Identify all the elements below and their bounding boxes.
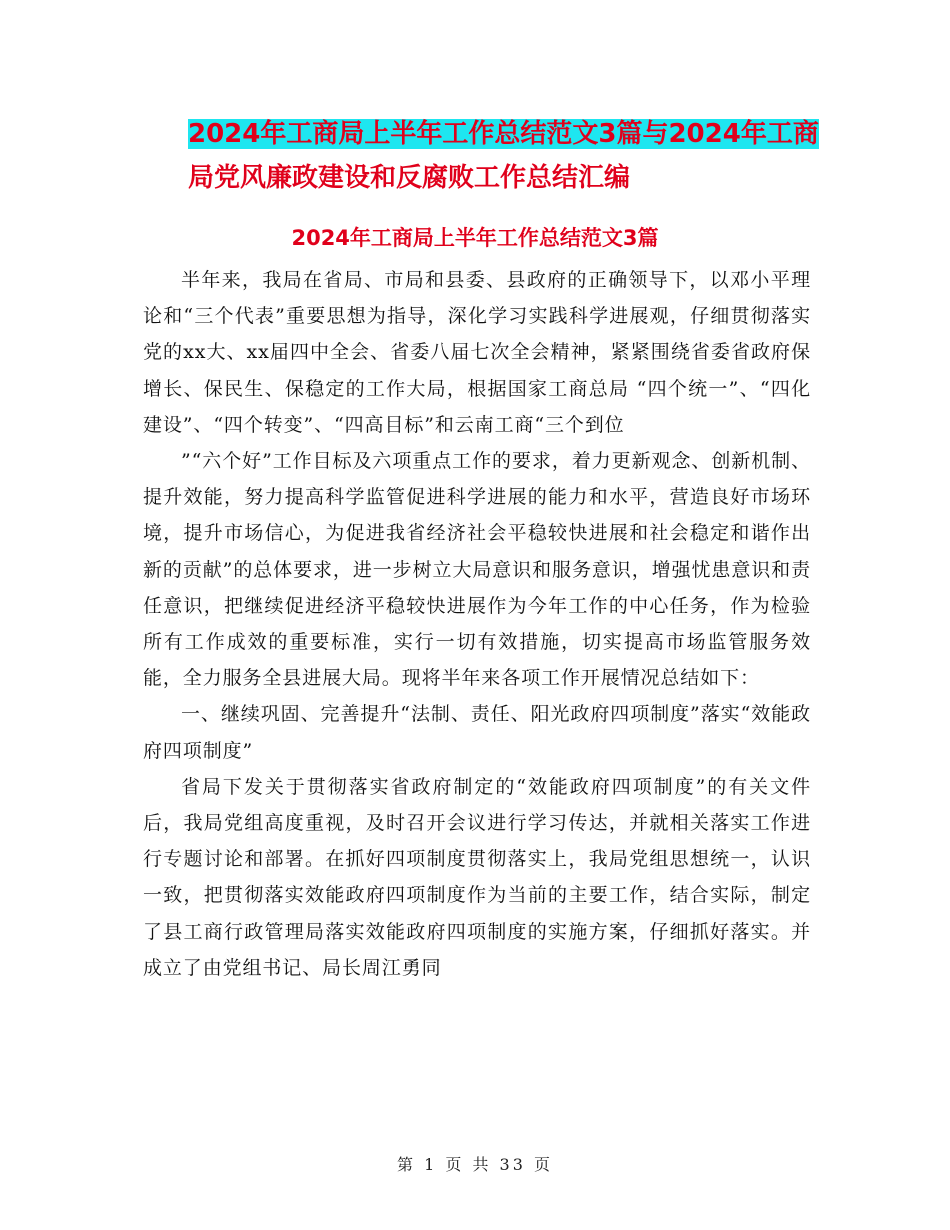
section-title: 2024年工商局上半年工作总结范文3篇	[291, 226, 659, 250]
page-footer: 第 1 页 共 33 页	[397, 1155, 553, 1174]
document-body	[143, 262, 811, 986]
paragraph: 一、继续巩固、完善提升“法制、责任、阳光政府四项制度”落实“效能政府四项制度”	[143, 703, 811, 762]
document-title	[140, 112, 820, 200]
title-line-1: 2024年工商局上半年工作总结范文3篇与2024年工商	[188, 119, 819, 149]
paragraph: ”“六个好”工作目标及六项重点工作的要求，着力更新观念、创新机制、提升效能，努力提高科学监管促进科学进展的能力和水平，营造良好市场环境，提升市场信心，为促进我省经济社会平稳较快进展和社会稳定和谐作出新的贡献”的总体要求，进一步树立大局意识和服务意识，增强忧患意识和责任意识，把继续促进经济平稳较快进展作为今年工作的中心任务，作为检验所有工作成效的重要标准，实行一切有效措施，切实提高市场监管服务效能，全力服务全县进展大局。现将半年来各项工作开展情况总结如下：	[143, 450, 811, 690]
paragraph: 省局下发关于贯彻落实省政府制定的“效能政府四项制度”的有关文件后，我局党组高度重视，及时召开会议进行学习传达，并就相关落实工作进行专题讨论和部署。在抓好四项制度贯彻落实上，我局党组思想统一，认识一致，把贯彻落实效能政府四项制度作为当前的主要工作，结合实际，制定了县工商行政管理局落实效能政府四项制度的实施方案，仔细抓好落实。并成立了由党组书记、局长周江勇同	[143, 775, 811, 979]
paragraph: 半年来，我局在省局、市局和县委、县政府的正确领导下，以邓小平理论和“三个代表”重要思想为指导，深化学习实践科学进展观，仔细贯彻落实党的xx大、xx届四中全会、省委八届七次全会精神，紧紧围绕省委省政府保增长、保民生、保稳定的工作大局，根据国家工商总局 “四个统一”、“四化建设”、“四个转变”、“四高目标”和云南工商“三个到位	[143, 269, 811, 436]
title-line-2: 局党风廉政建设和反腐败工作总结汇编	[188, 163, 631, 193]
